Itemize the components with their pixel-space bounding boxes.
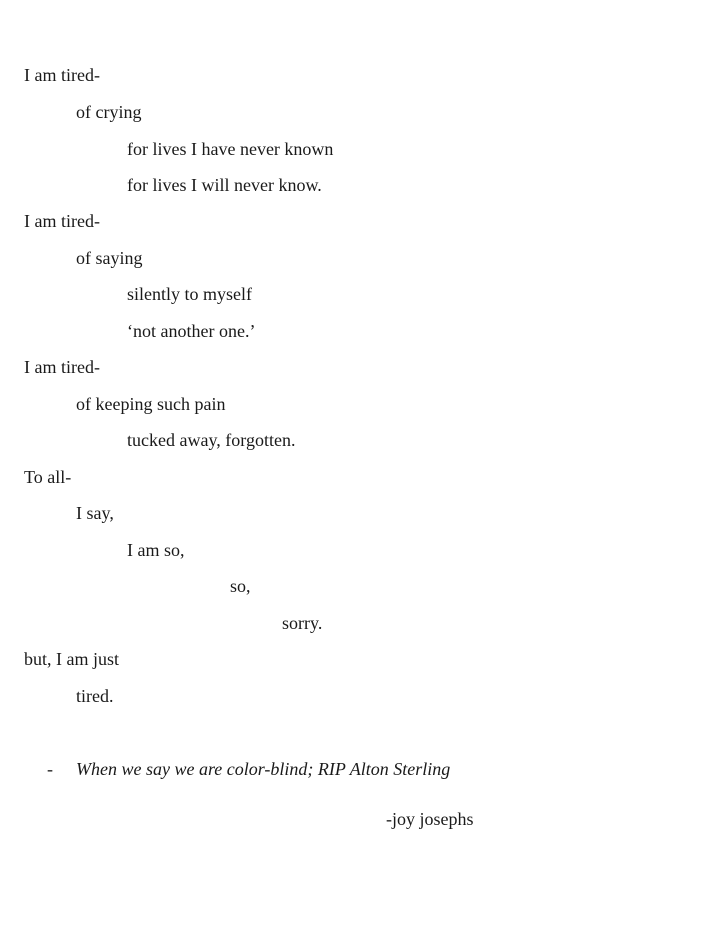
poem-line: for lives I have never known [127,139,334,159]
poem-line: I am tired- [24,357,100,377]
poem-line: ‘not another one.’ [127,321,256,341]
poem-line: I am so, [127,540,185,560]
dedication-text: When we say we are color-blind; RIP Alton Sterling [76,759,451,779]
poem-line: for lives I will never know. [127,175,322,195]
poem-line: of crying [76,102,142,122]
poem-line: tired. [76,686,114,706]
poem-line: but, I am just [24,649,119,669]
poem-line: To all- [24,467,72,487]
poem-line: silently to myself [127,284,252,304]
poem-line: tucked away, forgotten. [127,430,296,450]
dedication-bullet: - [47,759,53,779]
poem-line: of saying [76,248,143,268]
poem-line: sorry. [282,613,323,633]
poem-line: of keeping such pain [76,394,226,414]
poem-line: so, [230,576,251,596]
poem-line: I am tired- [24,65,100,85]
author-signature: -joy josephs [386,809,474,829]
poem-line: I say, [76,503,114,523]
poem-line: I am tired- [24,211,100,231]
